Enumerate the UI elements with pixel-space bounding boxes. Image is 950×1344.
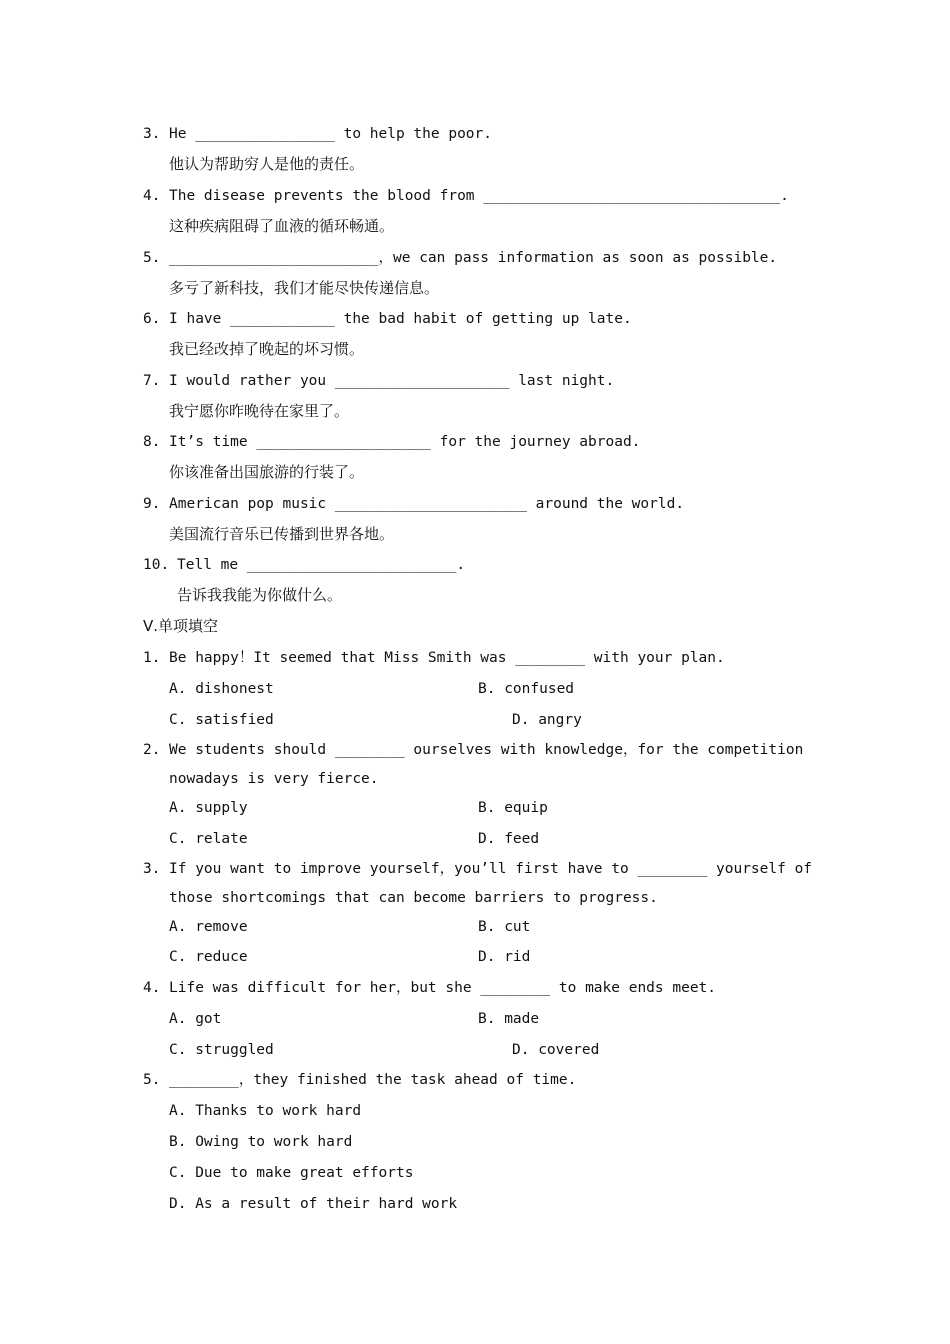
sentence-zh: 多亏了新科技，我们才能尽快传递信息。 [169, 279, 440, 297]
section-title: Ⅴ.单项填空 [143, 617, 219, 635]
sentence-zh: 这种疾病阻碍了血液的循环畅通。 [169, 217, 395, 235]
sentence-zh: 美国流行音乐已传播到世界各地。 [169, 525, 395, 543]
question-number: 5. [143, 1072, 161, 1088]
sentence-en: I would rather you ____________________ last night. [169, 373, 615, 389]
option-c: C. Due to make great efforts [169, 1165, 414, 1181]
option-b: B. Owing to work hard [169, 1134, 353, 1150]
sentence-zh: 告诉我我能为你做什么。 [177, 586, 343, 604]
option-c: C. satisfied [169, 712, 274, 728]
question-text: If you want to improve yourself，you’ll first have to ________ yourself of [169, 861, 813, 877]
option-b: B. cut [478, 919, 531, 935]
sentence-zh: 我已经改掉了晚起的坏习惯。 [169, 340, 365, 358]
option-c: C. relate [169, 831, 248, 847]
option-a: A. Thanks to work hard [169, 1103, 362, 1119]
question-text: Be happy！It seemed that Miss Smith was ________ with your plan. [169, 650, 725, 666]
option-d: D. angry [512, 712, 582, 728]
item-number: 8. [143, 434, 161, 450]
question-number: 2. [143, 742, 161, 758]
option-b: B. confused [478, 681, 575, 697]
item-number: 3. [143, 126, 161, 142]
option-a: A. dishonest [169, 681, 274, 697]
option-a: A. got [169, 1011, 222, 1027]
question-number: 1. [143, 650, 161, 666]
sentence-en: Tell me ________________________. [177, 557, 466, 573]
option-d: D. As a result of their hard work [169, 1196, 458, 1212]
question-text: those shortcomings that can become barriers to progress. [169, 890, 658, 906]
sentence-en: It’s time ____________________ for the journey abroad. [169, 434, 641, 450]
question-text: Life was difficult for her，but she ________ to make ends meet. [169, 980, 717, 996]
option-d: D. rid [478, 949, 531, 965]
item-number: 6. [143, 311, 161, 327]
option-c: C. struggled [169, 1042, 274, 1058]
sentence-zh: 你该准备出国旅游的行装了。 [169, 463, 365, 481]
question-number: 4. [143, 980, 161, 996]
option-d: D. covered [512, 1042, 600, 1058]
option-a: A. remove [169, 919, 248, 935]
option-a: A. supply [169, 800, 248, 816]
item-number: 10. [143, 557, 170, 573]
option-c: C. reduce [169, 949, 248, 965]
item-number: 7. [143, 373, 161, 389]
question-text: ________，they finished the task ahead of time. [169, 1072, 577, 1088]
option-d: D. feed [478, 831, 540, 847]
option-b: B. equip [478, 800, 548, 816]
question-text: nowadays is very fierce. [169, 771, 379, 787]
sentence-en: ________________________，we can pass information as soon as possible. [169, 250, 778, 266]
question-number: 3. [143, 861, 161, 877]
item-number: 5. [143, 250, 161, 266]
sentence-zh: 我宁愿你昨晚待在家里了。 [169, 402, 350, 420]
sentence-en: American pop music ______________________ around the world. [169, 496, 685, 512]
sentence-zh: 他认为帮助穷人是他的责任。 [169, 155, 365, 173]
sentence-en: The disease prevents the blood from __________________________________. [169, 188, 789, 204]
sentence-en: He ________________ to help the poor. [169, 126, 493, 142]
sentence-en: I have ____________ the bad habit of getting up late. [169, 311, 632, 327]
question-text: We students should ________ ourselves with knowledge，for the competition [169, 742, 804, 758]
item-number: 9. [143, 496, 161, 512]
option-b: B. made [478, 1011, 540, 1027]
item-number: 4. [143, 188, 161, 204]
